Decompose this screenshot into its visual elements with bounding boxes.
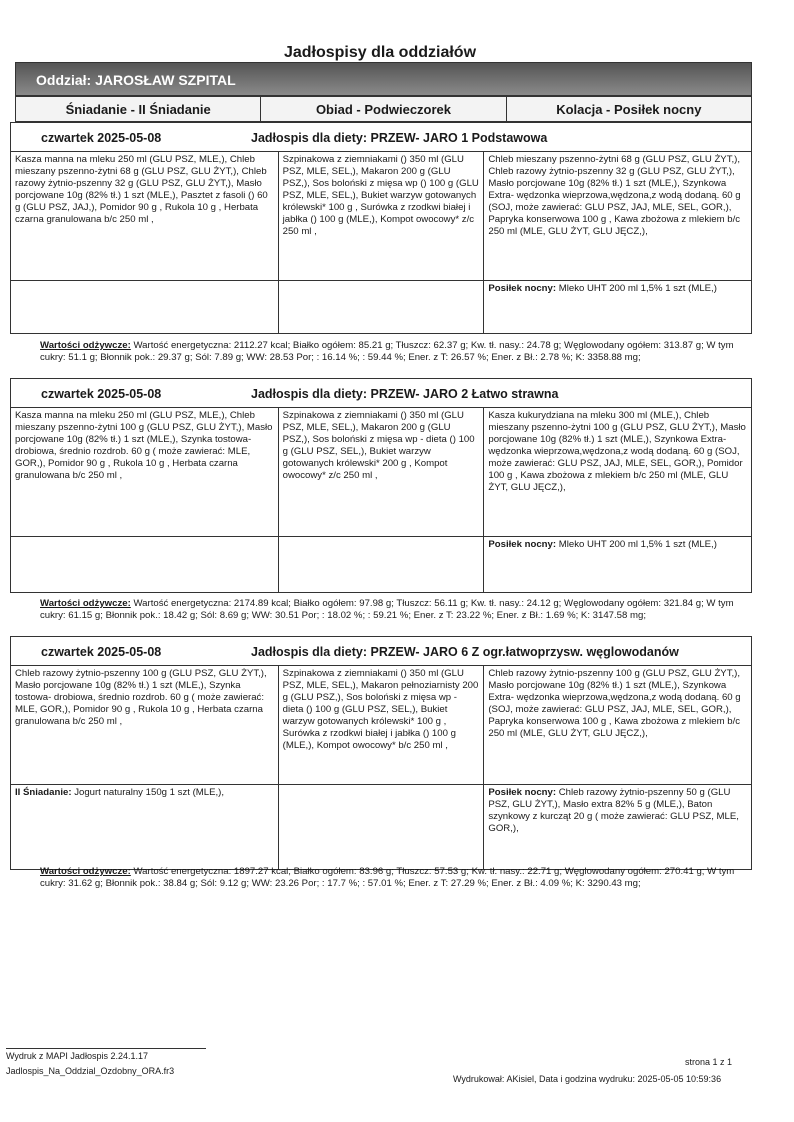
nutrition-label: Wartości odżywcze: bbox=[40, 340, 131, 351]
breakfast-cell: Kasza manna na mleku 250 ml (GLU PSZ, MLE,), Chleb mieszany pszenno-żytni 100 g (GLU PSZ, GLU ŻYT,), Masło porcjowane 10g (82% tł.) 1 szt (MLE,), Szynka tostowa- drobiowa, średnio rozdrob. 60 g ( może zawierać: MLE, GOR,), Pomidor 90 g , Rukola 10 g , Herbata czarna granulowana b/c 250 ml , bbox=[11, 408, 279, 536]
nutrition-values-2 bbox=[40, 598, 750, 622]
footer-software: Wydruk z MAPI Jadłospis 2.24.1.17 bbox=[6, 1048, 206, 1061]
lunch-cell: Szpinakowa z ziemniakami () 350 ml (GLU PSZ, MLE, SEL,), Makaron pełnoziarnisty 200 g (GLU PSZ,), Sos boloński z mięsa wp - dieta () 100 g (GLU PSZ, SEL,), Bukiet warzyw gotowanych królewski* 100 g , Surówka z rzodkwi białej i jabłka () 100 g (MLE,), Kompot owocowy* b/c 250 ml , bbox=[279, 666, 485, 784]
night-label: Posiłek nocny: bbox=[488, 539, 557, 550]
snack2-cell bbox=[11, 785, 279, 869]
meal-row-main bbox=[10, 666, 752, 785]
diet-header bbox=[10, 122, 752, 152]
column-header-breakfast: Śniadanie - II Śniadanie bbox=[16, 97, 261, 121]
afternoon-cell bbox=[279, 785, 485, 869]
nutrition-values-3 bbox=[40, 866, 750, 890]
diet-block-2 bbox=[10, 378, 752, 593]
meal-row-extra bbox=[10, 281, 752, 334]
meal-row-main bbox=[10, 408, 752, 537]
lunch-cell: Szpinakowa z ziemniakami () 350 ml (GLU PSZ, MLE, SEL,), Makaron 200 g (GLU PSZ,), Sos boloński z mięsa wp () 100 g (GLU PSZ, MLE, SEL,), Bukiet warzyw gotowanych królewski* 100 g , Surówka z rzodkwi białej i jabłka () 100 g (MLE,), Kompot owocowy* z/c 250 ml , bbox=[279, 152, 485, 280]
night-text: Mleko UHT 200 ml 1,5% 1 szt (MLE,) bbox=[558, 539, 717, 550]
snack2-cell bbox=[11, 537, 279, 592]
meal-row-main bbox=[10, 152, 752, 281]
diet-header bbox=[10, 636, 752, 666]
diet-block-3 bbox=[10, 636, 752, 870]
diet-date: czwartek 2025-05-08 bbox=[41, 387, 162, 401]
afternoon-cell bbox=[279, 281, 485, 333]
breakfast-cell: Kasza manna na mleku 250 ml (GLU PSZ, MLE,), Chleb mieszany pszenno-żytni 68 g (GLU PSZ, GLU ŻYT,), Chleb razowy żytnio-pszenny 32 g (GLU PSZ, GLU ŻYT,), Masło porcjowane 10g (82% tł.) 1 szt (MLE,), Pasztet z fasoli () 60 g (GLU PSZ, JAJ,), Pomidor 90 g , Rukola 10 g , Herbata czarna granulowana b/c 250 ml , bbox=[11, 152, 279, 280]
nutrition-text: Wartość energetyczna: 2112.27 kcal; Białko ogółem: 85.21 g; Tłuszcz: 62.37 g; Kw. tł. nasy.: 24.78 g; Węglowodany ogółem: 313.87 g; W tym cukry: 51.1 g; Błonnik pok.: 29.37 g; Sól: 7.89 g; WW: 28.53 Por; : 16.14 %; : 59.44 %; Ener. z T: 26.57 %; Ener. z Bł.: 2.78 %; K: 3358.88 mg; bbox=[40, 340, 734, 363]
diet-header bbox=[10, 378, 752, 408]
diet-date: czwartek 2025-05-08 bbox=[41, 645, 162, 659]
nutrition-text: Wartość energetyczna: 2174.89 kcal; Białko ogółem: 97.98 g; Tłuszcz: 56.11 g; Kw. tł. nasy.: 24.12 g; Węglowodany ogółem: 321.84 g; W tym cukry: 61.15 g; Błonnik pok.: 18.42 g; Sól: 8.69 g; WW: 30.51 Por; : 18.02 %; : 59.21 %; Ener. z T: 23.22 %; Ener. z Bł.: 1.69 %; K: 3147.58 mg; bbox=[40, 598, 734, 621]
diet-name: Jadłospis dla diety: PRZEW- JARO 1 Podstawowa bbox=[251, 131, 548, 145]
night-label: Posiłek nocny: bbox=[488, 283, 557, 294]
nutrition-text: Wartość energetyczna: 1897.27 kcal; Białko ogółem: 83.96 g; Tłuszcz: 57.53 g; Kw. tł. nasy.: 22.71 g; Węglowodany ogółem: 270.41 g; W tym cukry: 31.62 g; Błonnik pok.: 38.84 g; Sól: 9.12 g; WW: 23.26 Por; : 17.7 %; : 57.01 %; Ener. z T: 27.29 %; Ener. z Bł.: 4.09 %; K: 3290.43 mg; bbox=[40, 866, 735, 889]
footer-template: Jadlospis_Na_Oddzial_Ozdobny_ORA.fr3 bbox=[6, 1066, 175, 1076]
snack2-label: II Śniadanie: bbox=[15, 787, 72, 798]
diet-name: Jadłospis dla diety: PRZEW- JARO 6 Z ogr.łatwoprzysw. węglowodanów bbox=[251, 645, 679, 659]
printed-by: Wydrukował: AKisiel, Data i godzina wydruku: 2025-05-05 10:59:36 bbox=[453, 1074, 722, 1084]
breakfast-cell: Chleb razowy żytnio-pszenny 100 g (GLU PSZ, GLU ŻYT,), Masło porcjowane 10g (82% tł.) 1 szt (MLE,), Szynka tostowa- drobiowa, średnio rozdrob. 60 g ( może zawierać: MLE, GOR,), Pomidor 90 g , Rukola 10 g , Herbata czarna granulowana b/c 250 ml , bbox=[11, 666, 279, 784]
dinner-cell: Chleb razowy żytnio-pszenny 100 g (GLU PSZ, GLU ŻYT,), Masło porcjowane 10g (82% tł.) 1 szt (MLE,), Szynkowa Extra- wędzonka wieprzowa,wędzona,z wodą dodaną. 60 g (SOJ, może zawierać: GLU PSZ, JAJ, MLE, SEL, GOR,), Papryka konserwowa 100 g , Kawa zbożowa z mlekiem b/c 250 ml (MLE, GLU ŻYT, GLU JĘCZ,), bbox=[484, 666, 752, 784]
meal-row-extra bbox=[10, 537, 752, 593]
department-header: Oddział: JAROSŁAW SZPITAL bbox=[15, 62, 752, 96]
nutrition-label: Wartości odżywcze: bbox=[40, 598, 131, 609]
meal-row-extra bbox=[10, 785, 752, 870]
diet-block-1 bbox=[10, 122, 752, 334]
night-text: Chleb razowy żytnio-pszenny 50 g (GLU PSZ, GLU ŻYT,), Masło extra 82% 5 g (MLE,), Baton szynkowy z kurcząt 20 g ( może zawierać: GLU PSZ, MLE, GOR,), bbox=[488, 787, 739, 834]
night-cell bbox=[484, 281, 752, 333]
dinner-cell: Chleb mieszany pszenno-żytni 68 g (GLU PSZ, GLU ŻYT,), Chleb razowy żytnio-pszenny 32 g (GLU PSZ, GLU ŻYT,), Masło porcjowane 10g (82% tł.) 1 szt (MLE,), Szynkowa Extra- wędzonka wieprzowa,wędzona,z wodą dodaną. 60 g (SOJ, może zawierać: GLU PSZ, JAJ, MLE, SEL, GOR,), Papryka konserwowa 100 g , Kawa zbożowa z mlekiem b/c 250 ml (MLE, GLU ŻYT, GLU JĘCZ,), bbox=[484, 152, 752, 280]
nutrition-values-1 bbox=[40, 340, 750, 364]
column-header-dinner: Kolacja - Posiłek nocny bbox=[556, 102, 702, 117]
night-text: Mleko UHT 200 ml 1,5% 1 szt (MLE,) bbox=[558, 283, 717, 294]
diet-name: Jadłospis dla diety: PRZEW- JARO 2 Łatwo strawna bbox=[251, 387, 559, 401]
page-title: Jadłospisy dla oddziałów bbox=[283, 44, 477, 61]
night-label: Posiłek nocny: bbox=[488, 787, 557, 798]
snack2-text: Jogurt naturalny 150g 1 szt (MLE,), bbox=[74, 787, 225, 798]
column-header-lunch: Obiad - Podwieczorek bbox=[261, 97, 506, 121]
nutrition-label: Wartości odżywcze: bbox=[40, 866, 131, 877]
column-headers bbox=[15, 96, 752, 122]
diet-date: czwartek 2025-05-08 bbox=[41, 131, 162, 145]
lunch-cell: Szpinakowa z ziemniakami () 350 ml (GLU PSZ, MLE, SEL,), Makaron 200 g (GLU PSZ,), Sos boloński z mięsa wp - dieta () 100 g (GLU PSZ, SEL,), Bukiet warzyw gotowanych królewski* 200 g , Kompot owocowy* z/c 250 ml , bbox=[279, 408, 485, 536]
night-cell bbox=[484, 537, 752, 592]
afternoon-cell bbox=[279, 537, 485, 592]
snack2-cell bbox=[11, 281, 279, 333]
night-cell bbox=[484, 785, 752, 869]
page-number: strona 1 z 1 bbox=[685, 1057, 733, 1067]
dinner-cell: Kasza kukurydziana na mleku 300 ml (MLE,), Chleb mieszany pszenno-żytni 100 g (GLU PSZ, GLU ŻYT,), Masło porcjowane 10g (82% tł.) 1 szt (MLE,), Szynkowa Extra- wędzonka wieprzowa,wędzona,z wodą dodaną. 60 g (SOJ, może zawierać: GLU PSZ, JAJ, MLE, SEL, GOR,), Pomidor 100 g , Kawa zbożowa z mlekiem b/c 250 ml (MLE, GLU ŻYT, GLU JĘCZ,), bbox=[484, 408, 752, 536]
